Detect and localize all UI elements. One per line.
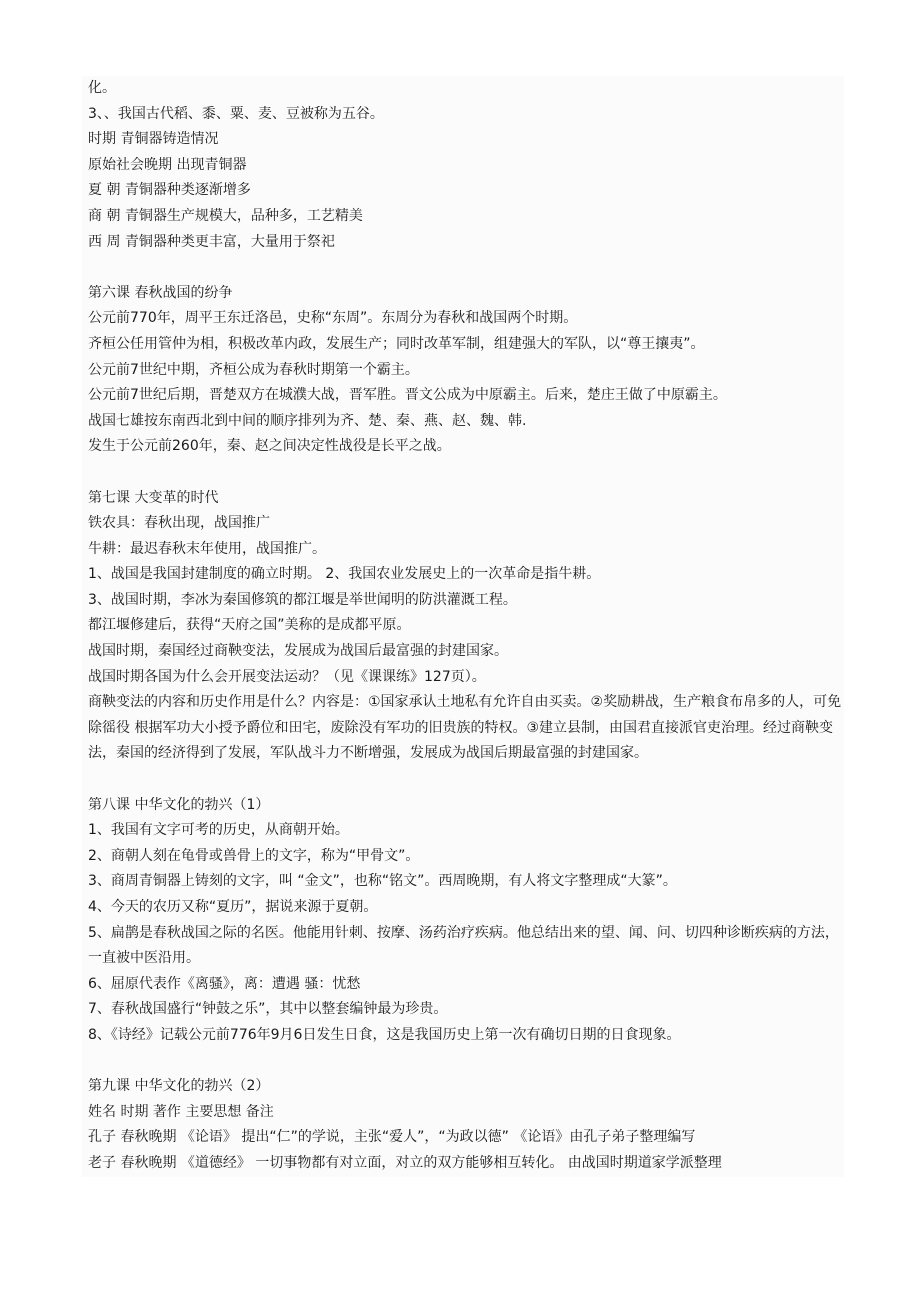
text-line: 发生于公元前260年，秦、赵之间决定性战役是长平之战。: [88, 438, 451, 455]
text-line: 牛耕：最迟春秋末年使用，战国推广。: [88, 540, 326, 557]
table-row: 老子 春秋晚期 《道德经》 一切事物都有对立面，对立的双方能够相互转化。 由战国时期道家学派整理: [88, 1154, 722, 1171]
text-line: 战国时期各国为什么会开展变法运动？（见《课课练》127页）。: [88, 668, 486, 685]
text-line: 都江堰修建后，获得“天府之国”美称的是成都平原。: [88, 617, 411, 634]
spacer: [88, 767, 844, 793]
text-line: 3、商周青铜器上铸刻的文字，叫 “金文”，也称“铭文”。西周晚期，有人将文字整理成“大篆”。: [88, 873, 677, 890]
text-line: 3、战国时期，李冰为秦国修筑的都江堰是举世闻明的防洪灌溉工程。: [88, 591, 517, 608]
section-heading: 第六课 春秋战国的纷争: [88, 284, 233, 301]
paragraph: 商鞅变法的内容和历史作用是什么？内容是：①国家承认土地私有允许自由买卖。②奖励耕战，生产粮食布帛多的人，可免除徭役 根据军功大小授予爵位和田宅，废除没有军功的旧贵族的特权。③建立县制，由国君直接派官吏治理。经过商鞅变法，秦国的经济得到了发展，军队战斗力不断增强，发展成为战国后期最富强的封建国家。: [88, 694, 842, 762]
spacer: [88, 460, 844, 486]
text-line: 1、战国是我国封建制度的确立时期。 2、我国农业发展史上的一次革命是指牛耕。: [88, 566, 601, 583]
text-line: 战国七雄按东南西北到中间的顺序排列为齐、楚、秦、燕、赵、魏、韩.: [88, 412, 527, 429]
spacer: [88, 1049, 844, 1075]
text-line: 8、《诗经》记载公元前776年9月6日发生日食，这是我国历史上第一次有确切日期的日食现象。: [88, 1026, 681, 1043]
text-line: 公元前7世纪后期，晋楚双方在城濮大战，晋军胜。晋文公成为中原霸主。后来，楚庄王做了中原霸主。: [88, 387, 727, 404]
text-line: 商 朝 青铜器生产规模大，品种多，工艺精美: [88, 207, 363, 224]
text-line: 7、春秋战国盛行“钟鼓之乐”，其中以整套编钟最为珍贵。: [88, 1001, 448, 1018]
text-line: 1、我国有文字可考的历史，从商朝开始。: [88, 822, 349, 839]
text-line: 3、、我国古代稻、黍、粟、麦、豆被称为五谷。: [88, 105, 384, 122]
text-line: 4、今天的农历又称“夏历”，据说来源于夏朝。: [88, 899, 378, 915]
text-line: 化。: [88, 80, 116, 96]
text-line: 公元前7世纪中期，齐桓公成为春秋时期第一个霸主。: [88, 361, 419, 378]
text-line: 齐桓公任用管仲为相，积极改革内政，发展生产；同时改革军制，组建强大的军队，以“尊王攘夷”。: [88, 335, 705, 352]
text-line: 2、商朝人刻在龟骨或兽骨上的文字，称为“甲骨文”。: [88, 847, 420, 864]
table-row: 孔子 春秋晚期 《论语》 提出“仁”的学说，主张“爱人”，“为政以德” 《论语》由孔子弟子整理编写: [88, 1129, 696, 1146]
table-header-line: 姓名 时期 著作 主要思想 备注: [88, 1103, 274, 1120]
text-line: 6、屈原代表作《离骚》，离：遭遇 骚：忧愁: [88, 975, 361, 992]
text-line: 夏 朝 青铜器种类逐渐增多: [88, 182, 251, 199]
text-line: 原始社会晚期 出现青铜器: [88, 156, 247, 173]
paragraph: 5、扁鹊是春秋战国之际的名医。他能用针刺、按摩、汤药治疗疾病。他总结出来的望、闻、问、切四种诊断疾病的方法，一直被中医沿用。: [88, 924, 839, 967]
section-heading: 第九课 中华文化的勃兴（2）: [88, 1078, 270, 1095]
text-line: 战国时期，秦国经过商鞅变法，发展成为战国后最富强的封建国家。: [88, 643, 508, 660]
text-line: 西 周 青铜器种类更丰富，大量用于祭祀: [88, 233, 335, 250]
document-page: [82, 76, 844, 1177]
text-line: 时期 青铜器铸造情况: [88, 131, 219, 148]
text-line: 公元前770年，周平王东迁洛邑，史称“东周”。东周分为春秋和战国两个时期。: [88, 310, 578, 327]
section-heading: 第七课 大变革的时代: [88, 489, 219, 506]
section-heading: 第八课 中华文化的勃兴（1）: [88, 796, 270, 813]
text-line: 铁农具：春秋出现，战国推广: [88, 515, 270, 532]
spacer: [88, 255, 844, 281]
